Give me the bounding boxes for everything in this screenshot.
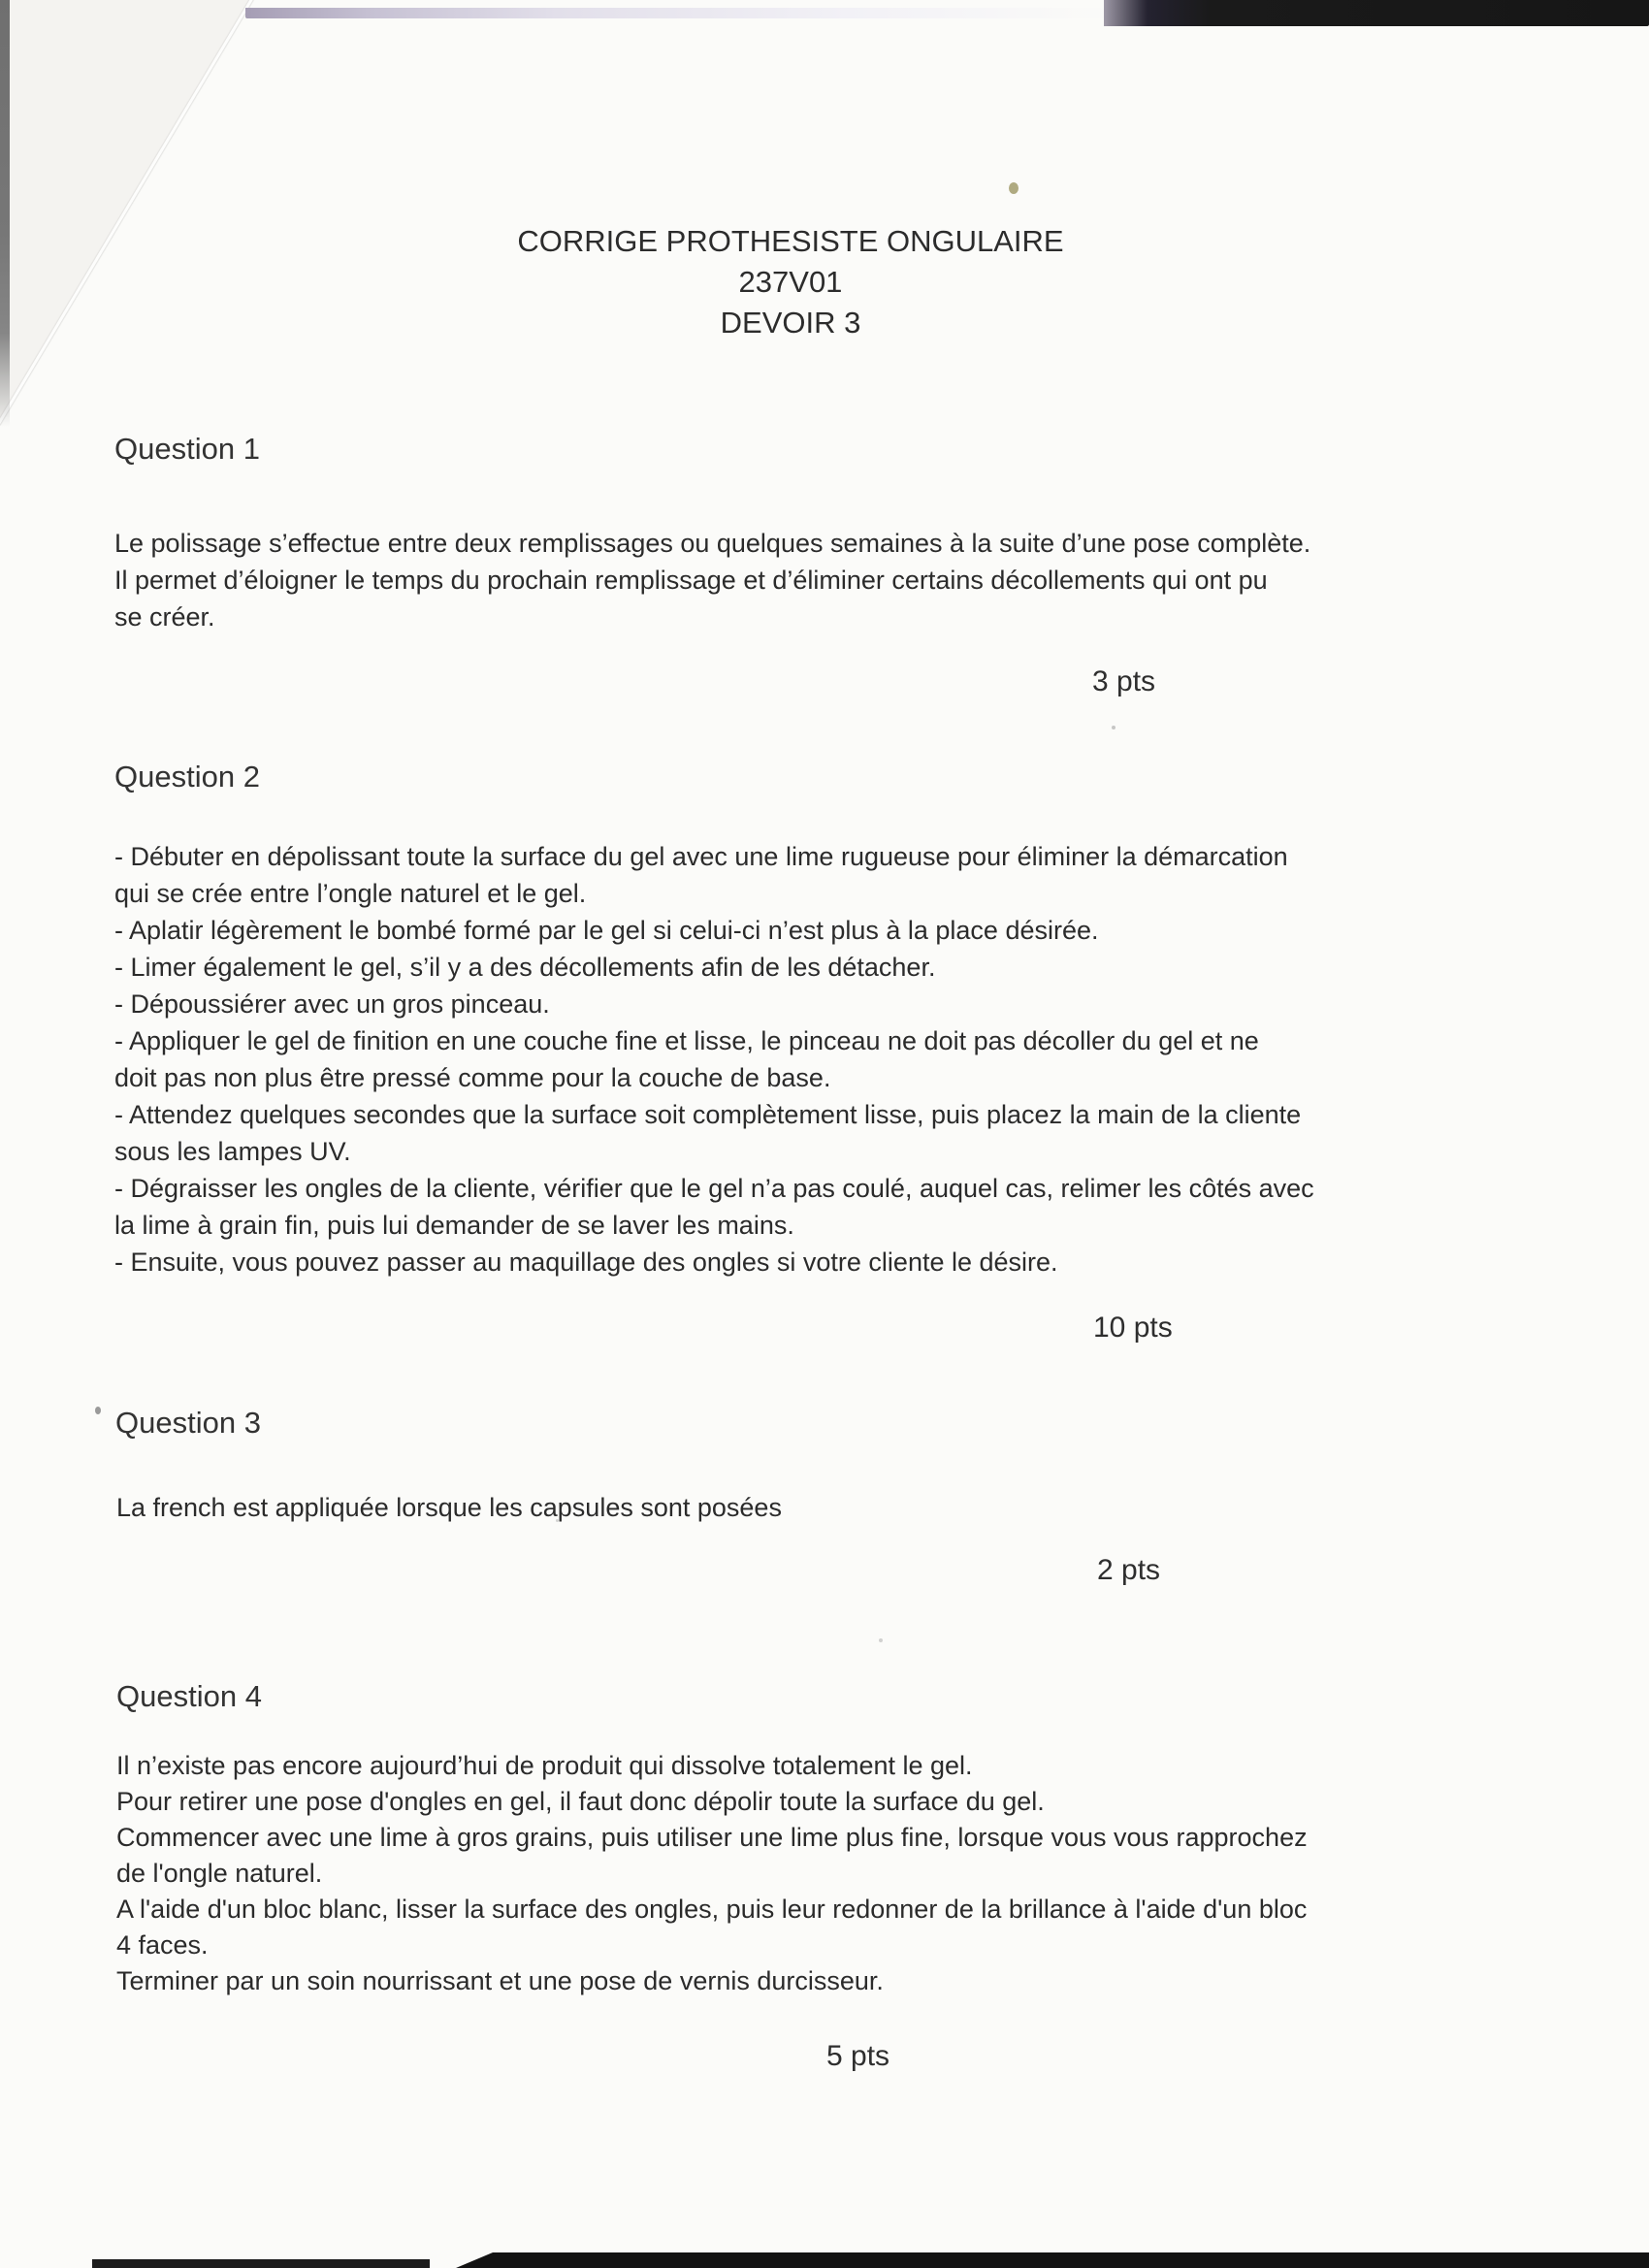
- answer-text-line: sous les lampes UV.: [114, 1137, 351, 1166]
- answer-text-line: - Ensuite, vous pouvez passer au maquillage des ongles si votre cliente le désire.: [114, 1247, 1058, 1277]
- question-1-points-label: 3 pts: [1092, 665, 1156, 697]
- question-3-answer: [116, 1489, 782, 1526]
- answer-text-line: - Dégraisser les ongles de la cliente, vérifier que le gel n’a pas coulé, auquel cas, relimer les côtés avec: [114, 1174, 1314, 1203]
- scan-edge-bar-bottom-left: [92, 2259, 430, 2268]
- question-1-answer: [114, 525, 1310, 635]
- answer-text-line: Pour retirer une pose d'ongles en gel, il faut donc dépolir toute la surface du gel.: [116, 1787, 1045, 1816]
- document-title-line-3: DEVOIR 3: [720, 306, 861, 340]
- answer-text-line: doit pas non plus être pressé comme pour la couche de base.: [114, 1063, 831, 1092]
- answer-text-line: Le polissage s’effectue entre deux remplissages ou quelques semaines à la suite d’une pose complète.: [114, 529, 1311, 558]
- answer-text-line: A l'aide d'un bloc blanc, lisser la surface des ongles, puis leur redonner de la brillance à l'aide d'un bloc: [116, 1895, 1308, 1924]
- answer-text-line: - Appliquer le gel de finition en une couche fine et lisse, le pinceau ne doit pas décoller du gel et ne: [114, 1026, 1259, 1055]
- question-4-answer: [116, 1748, 1308, 1999]
- answer-text-line: - Débuter en dépolissant toute la surface du gel avec une lime rugueuse pour éliminer la démarcation: [114, 842, 1288, 871]
- scan-edge-bar-top-right: [1104, 0, 1649, 26]
- answer-text-line: - Dépoussiérer avec un gros pinceau.: [114, 989, 550, 1019]
- question-2-points-label: 10 pts: [1093, 1312, 1173, 1344]
- answer-text-line: Il n’existe pas encore aujourd’hui de produit qui dissolve totalement le gel.: [116, 1751, 973, 1780]
- question-2-heading: Question 2: [114, 760, 260, 794]
- question-1-heading: Question 1: [114, 432, 260, 466]
- document-title-line-1: CORRIGE PROTHESISTE ONGULAIRE: [517, 224, 1064, 258]
- scan-edge-strip-left: [0, 0, 10, 427]
- question-2-answer: [114, 838, 1314, 1280]
- document-title-block: [0, 221, 1581, 343]
- answer-text-line: - Attendez quelques secondes que la surface soit complètement lisse, puis placez la main de la cliente: [114, 1100, 1302, 1129]
- scan-edge-bar-bottom-right: [456, 2252, 1649, 2268]
- answer-text-line: Il permet d’éloigner le temps du prochain remplissage et d’éliminer certains décollements qui ont pu: [114, 566, 1268, 595]
- scan-speck: [1009, 182, 1018, 194]
- scan-speck: [1112, 726, 1116, 729]
- question-4-heading: Question 4: [116, 1679, 262, 1713]
- answer-text-line: 4 faces.: [116, 1930, 209, 1960]
- scan-speck: [95, 1407, 101, 1414]
- answer-text-line: Commencer avec une lime à gros grains, puis utiliser une lime plus fine, lorsque vous vous rapprochez: [116, 1823, 1308, 1852]
- answer-text-line: Terminer par un soin nourrissant et une pose de vernis durcisseur.: [116, 1966, 884, 1995]
- scan-edge-band-top: [245, 8, 1114, 18]
- question-4-points-label: 5 pts: [826, 2040, 890, 2072]
- answer-text-line: qui se crée entre l’ongle naturel et le gel.: [114, 879, 587, 908]
- question-3-points-label: 2 pts: [1097, 1554, 1161, 1586]
- answer-text-line: la lime à grain fin, puis lui demander de se laver les mains.: [114, 1211, 794, 1240]
- answer-text-line: de l'ongle naturel.: [116, 1859, 323, 1888]
- document-title-line-2: 237V01: [738, 265, 843, 299]
- question-3-heading: Question 3: [115, 1406, 261, 1440]
- answer-text-line: La french est appliquée lorsque les capsules sont posées: [116, 1493, 782, 1522]
- scan-speck: [879, 1638, 883, 1642]
- answer-text-line: - Aplatir légèrement le bombé formé par le gel si celui-ci n’est plus à la place désirée.: [114, 916, 1099, 945]
- answer-text-line: - Limer également le gel, s’il y a des décollements afin de les détacher.: [114, 953, 936, 982]
- answer-text-line: se créer.: [114, 602, 215, 632]
